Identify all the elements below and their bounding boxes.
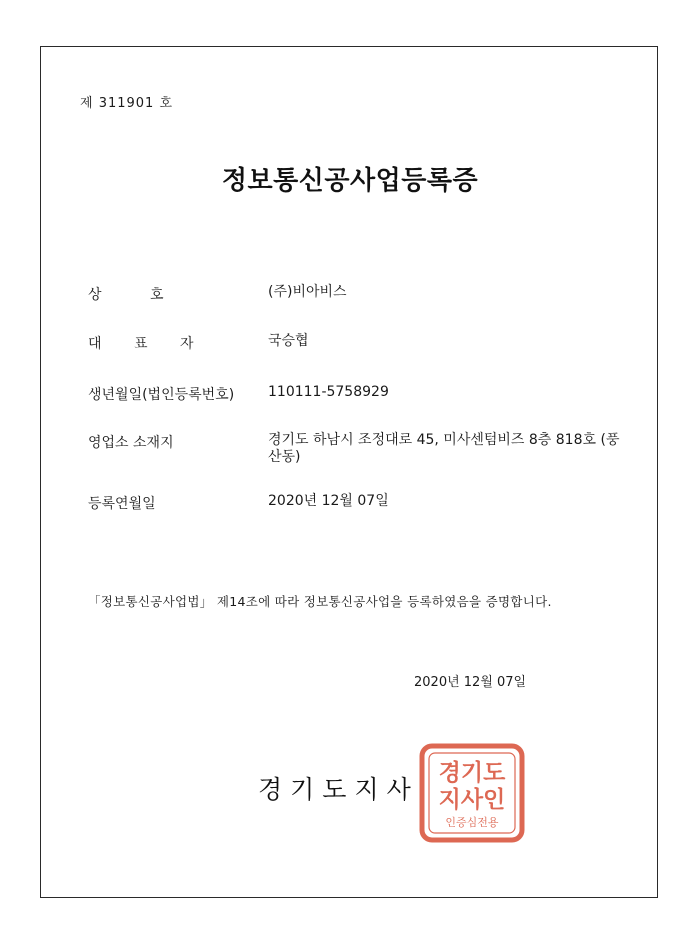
certificate-number: 제 311901 호 bbox=[80, 96, 174, 111]
issue-date: 2020년 12월 07일 bbox=[414, 675, 527, 690]
seal-line-2: 지사인 bbox=[438, 787, 506, 813]
field-label: 상 호 bbox=[88, 287, 186, 303]
field-label: 생년월일(법인등록번호) bbox=[88, 387, 235, 403]
field-value: 국승협 bbox=[268, 333, 309, 349]
official-seal-icon bbox=[418, 742, 526, 844]
field-label: 대 표 자 bbox=[88, 336, 208, 352]
certification-statement: 「정보통신공사업법」 제14조에 따라 정보통신공사업을 등록하였음을 증명합니다. bbox=[88, 594, 552, 609]
field-value: 경기도 하남시 조정대로 45, 미사센텀비즈 8층 818호 (풍산동) bbox=[268, 432, 620, 465]
seal-small-text: 인증심전용 bbox=[445, 816, 499, 829]
issuer-name: 경기도지사 bbox=[258, 775, 419, 804]
field-label: 영업소 소재지 bbox=[88, 435, 174, 451]
field-value: 110111-5758929 bbox=[268, 384, 389, 400]
certificate-title: 정보통신공사업등록증 bbox=[221, 166, 479, 196]
field-value: (주)비아비스 bbox=[268, 284, 347, 300]
field-value: 2020년 12월 07일 bbox=[268, 493, 389, 509]
seal-line-1: 경기도 bbox=[438, 760, 506, 786]
field-label: 등록연월일 bbox=[88, 496, 156, 512]
